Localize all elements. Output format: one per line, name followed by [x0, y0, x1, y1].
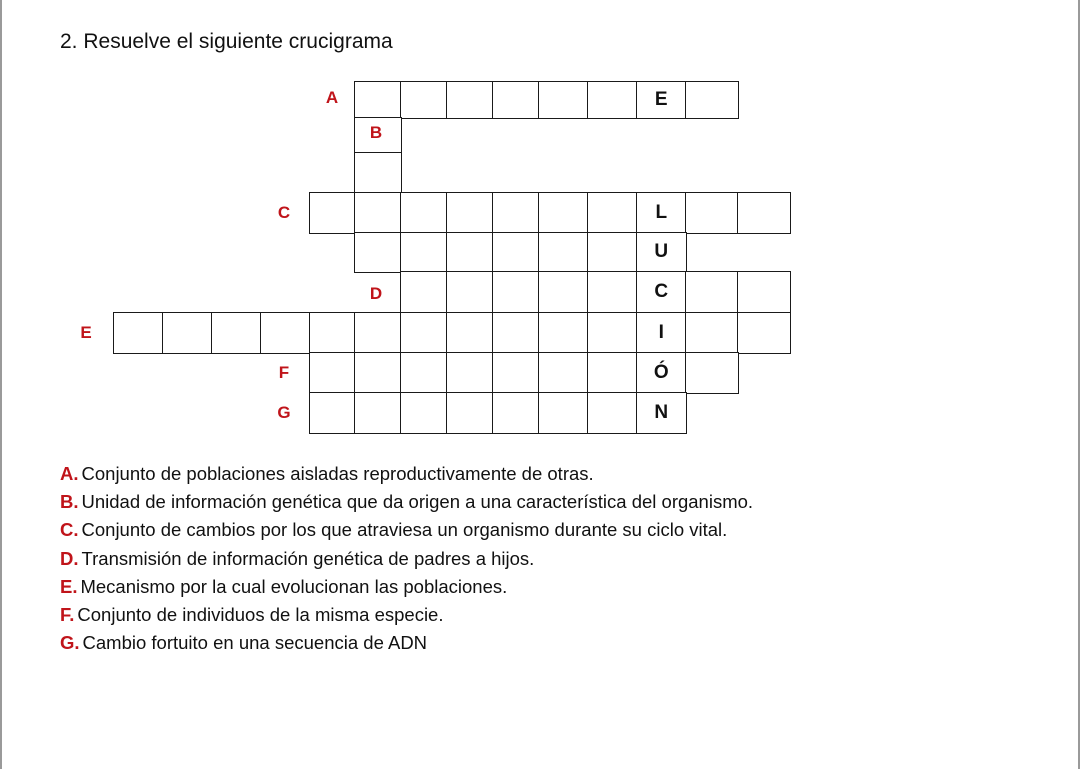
crossword-cell[interactable]	[211, 312, 262, 354]
crossword-label-g: G	[277, 403, 291, 422]
clue-letter: C.	[60, 519, 79, 541]
crossword-label-e: E	[80, 323, 92, 342]
crossword-cell-vertical[interactable]: L	[636, 192, 687, 234]
crossword-cell[interactable]	[354, 312, 402, 354]
crossword-cell[interactable]	[587, 312, 638, 354]
crossword-cell[interactable]	[685, 352, 739, 394]
crossword-label-b: B	[369, 123, 383, 142]
clue-letter: A.	[60, 463, 79, 484]
clue-text: Conjunto de cambios por los que atraviesa un organismo durante su ciclo vital.	[81, 519, 728, 541]
clue-letter: G.	[60, 632, 80, 654]
crossword-cell[interactable]	[685, 81, 739, 119]
crossword-label-f: F	[278, 363, 290, 382]
clue-f	[60, 601, 753, 629]
clue-text: Cambio fortuito en una secuencia de ADN	[82, 632, 428, 654]
crossword-cell[interactable]	[400, 192, 448, 234]
crossword-cell[interactable]	[400, 232, 448, 273]
clue-list	[60, 460, 753, 657]
crossword-cell[interactable]	[354, 152, 402, 194]
clue-text: Transmisión de información genética de padres a hijos.	[81, 547, 535, 569]
clue-d	[60, 545, 753, 573]
crossword-cell[interactable]	[685, 192, 739, 234]
crossword-cell[interactable]	[538, 192, 589, 234]
crossword-cell[interactable]	[737, 192, 791, 234]
clue-e	[60, 573, 753, 601]
clue-text: Conjunto de poblaciones aisladas reproductivamente de otras.	[81, 463, 594, 484]
crossword-cell[interactable]	[538, 232, 589, 273]
crossword-cell[interactable]	[492, 81, 540, 119]
crossword-cell[interactable]	[685, 271, 739, 314]
crossword-label-d: D	[369, 284, 383, 303]
crossword-cell[interactable]	[492, 271, 540, 314]
crossword-cell[interactable]	[492, 232, 540, 273]
crossword-cell-vertical[interactable]: N	[636, 392, 687, 434]
clue-text: Conjunto de individuos de la misma especie.	[77, 604, 444, 626]
crossword-cell-vertical[interactable]: E	[636, 81, 687, 119]
crossword-cell[interactable]	[446, 312, 494, 354]
crossword-cell[interactable]	[260, 312, 311, 354]
crossword-cell[interactable]	[309, 352, 356, 394]
crossword-cell-vertical[interactable]: C	[636, 271, 687, 314]
crossword-cell[interactable]	[400, 271, 448, 314]
crossword-cell[interactable]	[446, 232, 494, 273]
clue-text: Unidad de información genética que da origen a una característica del organismo.	[81, 491, 754, 513]
crossword-cell[interactable]	[354, 192, 402, 234]
crossword-cell[interactable]	[309, 192, 356, 234]
crossword-cell[interactable]	[309, 392, 356, 434]
clue-letter: E.	[60, 575, 78, 597]
crossword-cell[interactable]	[354, 81, 402, 119]
crossword-cell[interactable]	[446, 271, 494, 314]
crossword-cell[interactable]	[446, 81, 494, 119]
crossword-cell[interactable]	[492, 392, 540, 434]
crossword-cell[interactable]	[446, 392, 494, 434]
crossword-cell[interactable]	[737, 312, 791, 354]
crossword-cell[interactable]	[162, 312, 213, 354]
clue-text: Mecanismo por la cual evolucionan las poblaciones.	[80, 575, 508, 597]
crossword-cell[interactable]	[587, 81, 638, 119]
crossword-cell[interactable]	[538, 271, 589, 314]
crossword-cell[interactable]	[492, 352, 540, 394]
crossword-label-c: C	[277, 203, 291, 222]
crossword-cell[interactable]	[400, 352, 448, 394]
crossword-cell[interactable]	[309, 312, 356, 354]
clue-g	[60, 629, 753, 657]
crossword-label-a: A	[325, 88, 339, 107]
crossword-cell[interactable]	[587, 232, 638, 273]
crossword-cell[interactable]	[685, 312, 739, 354]
crossword-cell[interactable]	[538, 392, 589, 434]
crossword-cell[interactable]	[587, 271, 638, 314]
crossword-cell-vertical[interactable]: Ó	[636, 352, 687, 394]
crossword-cell[interactable]	[400, 392, 448, 434]
clue-letter: F.	[60, 604, 75, 626]
crossword-cell[interactable]	[446, 352, 494, 394]
clue-a	[60, 460, 753, 488]
crossword-cell[interactable]	[737, 271, 791, 314]
crossword-cell[interactable]	[587, 192, 638, 234]
crossword-cell[interactable]	[400, 312, 448, 354]
crossword-cell[interactable]	[538, 352, 589, 394]
crossword-cell[interactable]	[492, 312, 540, 354]
crossword-cell[interactable]	[446, 192, 494, 234]
crossword-cell[interactable]	[492, 192, 540, 234]
clue-b	[60, 488, 753, 516]
crossword-cell[interactable]	[587, 392, 638, 434]
crossword-cell[interactable]	[400, 81, 448, 119]
clue-letter: D.	[60, 547, 79, 569]
crossword-cell[interactable]	[113, 312, 164, 354]
exercise-title: 2. Resuelve el siguiente crucigrama	[60, 30, 393, 53]
crossword-cell[interactable]	[587, 352, 638, 394]
crossword-cell-vertical[interactable]: U	[636, 232, 687, 273]
crossword-cell[interactable]	[538, 81, 589, 119]
crossword-cell[interactable]	[354, 352, 402, 394]
crossword-cell[interactable]	[354, 232, 402, 273]
crossword-cell-vertical[interactable]: I	[636, 312, 687, 354]
clue-letter: B.	[60, 491, 79, 513]
crossword-cell[interactable]	[354, 392, 402, 434]
clue-c	[60, 516, 753, 544]
crossword-cell[interactable]	[538, 312, 589, 354]
